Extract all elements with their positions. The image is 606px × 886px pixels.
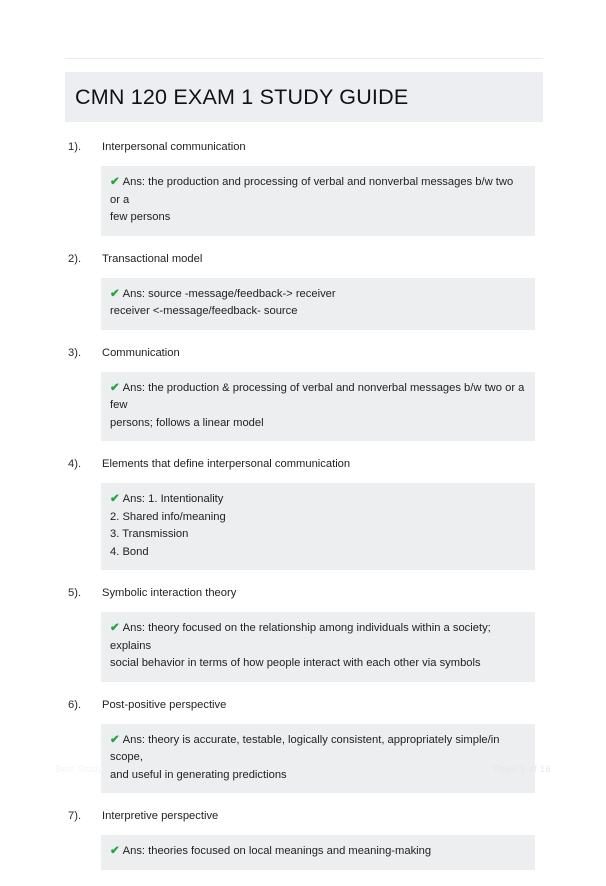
- answer-line: persons; follows a linear model: [110, 416, 264, 429]
- question-number: 3).: [68, 346, 82, 359]
- footer-page-number: Page 1 of 16: [493, 764, 551, 775]
- answer-line: [110, 491, 526, 509]
- answer-box: [101, 278, 535, 330]
- answer-line: few persons: [110, 211, 171, 223]
- check-icon: ✔: [110, 381, 120, 394]
- answer-box: [101, 372, 535, 442]
- page-footer: [0, 756, 606, 800]
- question-row: [0, 252, 606, 267]
- answer-line: 2. Shared info/meaning: [110, 510, 226, 523]
- question-text: Transactional model: [102, 252, 203, 265]
- check-icon: ✔: [110, 622, 120, 634]
- qa-item: [0, 140, 606, 252]
- answer-text: Ans: theory focused on the relationship among individuals within a society; explains: [110, 622, 491, 652]
- question-number: 6).: [68, 698, 82, 711]
- document-title-bar: [65, 72, 543, 122]
- question-text: Symbolic interaction theory: [102, 587, 237, 599]
- answer-line: 3. Transmission: [110, 528, 189, 540]
- header-divider: [65, 58, 543, 59]
- qa-item: [0, 252, 606, 346]
- question-number: 1).: [68, 141, 82, 153]
- question-text: Elements that define interpersonal communication: [102, 458, 351, 470]
- qa-item: [0, 346, 606, 458]
- answer-text: Ans: theories focused on local meanings and meaning-making: [122, 845, 432, 857]
- qa-item: [0, 809, 606, 886]
- answer-line: and useful in generating predictions: [110, 768, 287, 781]
- answer-line: 4. Bond: [110, 545, 149, 558]
- question-row: [0, 586, 606, 601]
- page-title: CMN 120 EXAM 1 STUDY GUIDE: [75, 84, 409, 109]
- question-text: Communication: [102, 346, 180, 359]
- answer-line: [110, 620, 526, 655]
- check-icon: ✔: [110, 733, 120, 746]
- check-icon: ✔: [110, 176, 120, 188]
- answer-line: [110, 286, 526, 304]
- check-icon: ✔: [110, 845, 120, 857]
- answer-box: [101, 612, 535, 682]
- question-text: Interpersonal communication: [102, 141, 246, 153]
- answer-box: [101, 483, 535, 570]
- answer-box: [101, 166, 535, 236]
- answer-box: [101, 835, 535, 870]
- answer-text: Ans: 1. Intentionality: [122, 493, 224, 505]
- answer-text: Ans: theory is accurate, testable, logically consistent, appropriately simple/in scope,: [110, 733, 500, 763]
- answer-line: [110, 380, 526, 415]
- check-icon: ✔: [110, 493, 120, 505]
- question-number: 5).: [68, 587, 82, 599]
- question-row: [0, 809, 606, 824]
- check-icon: ✔: [110, 287, 120, 300]
- question-number: 7).: [68, 810, 82, 822]
- answer-text: Ans: the production & processing of verbal and nonverbal messages b/w two or a few: [110, 381, 525, 411]
- answer-line: social behavior in terms of how people interact with each other via symbols: [110, 657, 481, 669]
- question-number: 4).: [68, 458, 82, 470]
- answer-line: receiver <-message/feedback- source: [110, 305, 298, 317]
- question-row: [0, 346, 606, 361]
- footer-brand: Best Study: [55, 764, 103, 775]
- qa-item: [0, 457, 606, 586]
- answer-text: Ans: the production and processing of verbal and nonverbal messages b/w two or a: [110, 176, 514, 206]
- question-row: [0, 698, 606, 713]
- question-row: [0, 457, 606, 472]
- question-row: [0, 140, 606, 155]
- answer-text: Ans: source -message/feedback-> receiver: [122, 287, 336, 300]
- question-text: Post-positive perspective: [102, 698, 227, 711]
- question-number: 2).: [68, 252, 82, 265]
- answer-line: [110, 843, 526, 861]
- answer-line: [110, 174, 526, 209]
- question-text: Interpretive perspective: [102, 810, 219, 822]
- qa-item: [0, 586, 606, 698]
